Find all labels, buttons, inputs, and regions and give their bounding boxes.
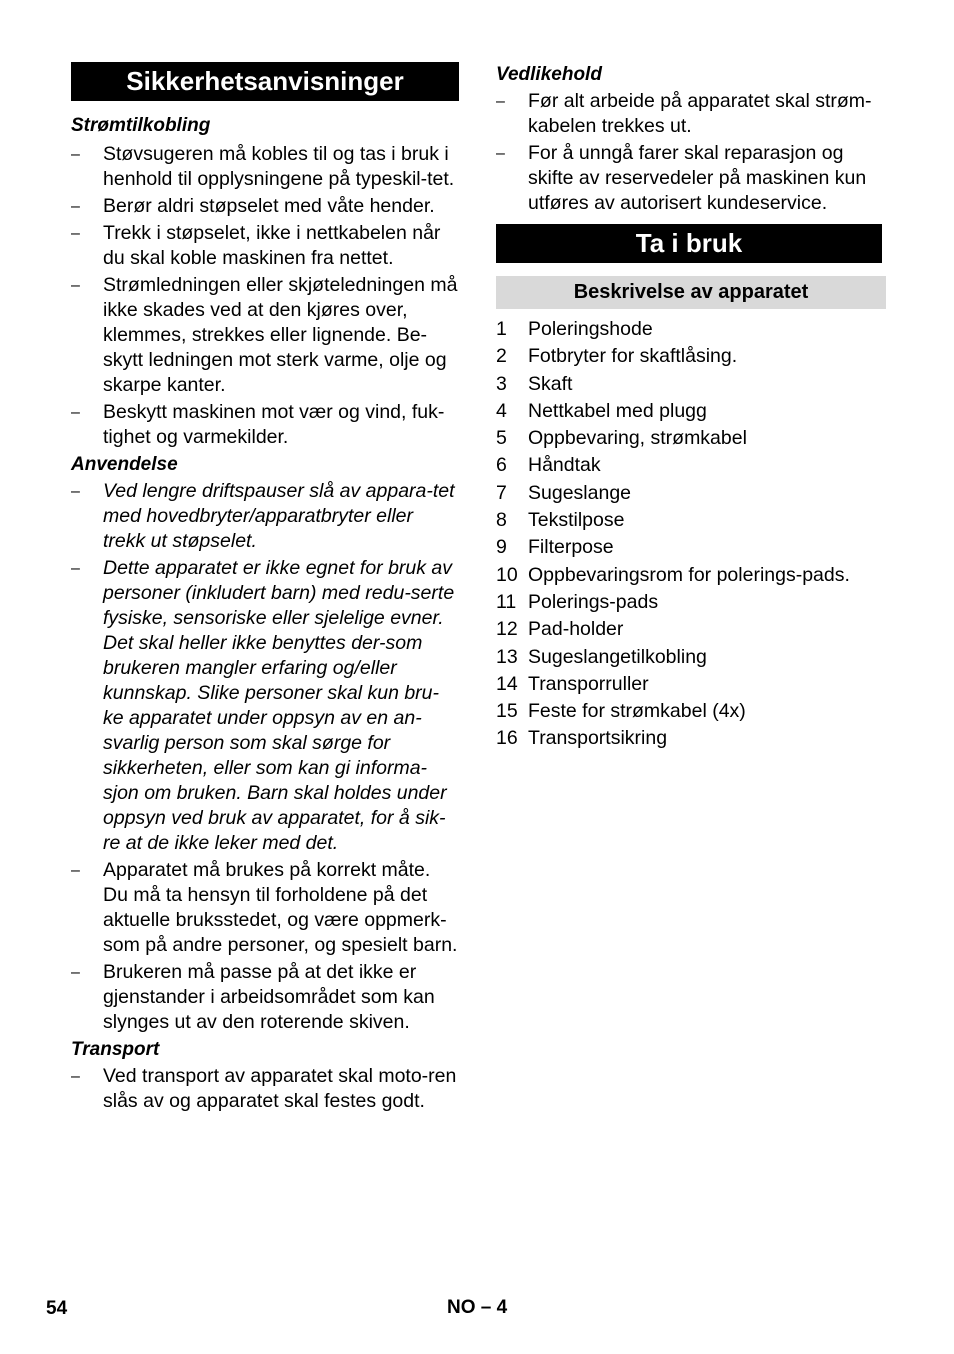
dash-icon: – bbox=[71, 560, 80, 577]
subtitle-device-description: Beskrivelse av apparatet bbox=[496, 276, 886, 309]
subheading-transport: Transport bbox=[71, 1039, 160, 1060]
section-transport bbox=[71, 1037, 459, 1114]
list-item: 11 Polerings-pads bbox=[496, 590, 659, 613]
list-power-connection bbox=[71, 142, 459, 450]
section-title-safety: Sikkerhetsanvisninger bbox=[71, 62, 459, 101]
list-item: – Berør aldri støpselet med våte hender. bbox=[71, 195, 435, 217]
section-title-start-up: Ta i bruk bbox=[496, 224, 882, 263]
list-item: 13 Sugeslangetilkobling bbox=[496, 645, 707, 668]
list-transport bbox=[71, 1064, 459, 1114]
dash-icon: – bbox=[71, 1068, 80, 1085]
dash-icon: – bbox=[71, 146, 80, 163]
dash-icon: – bbox=[496, 93, 505, 110]
list-item: – Strømledningen eller skjøteledningen må ikke skades ved at den kjøres over, klemmes, strekkes eller lignende. Be-skytt ledningen mot sterk varme, olje og skarpe kanter. bbox=[71, 274, 458, 396]
list-item: – Apparatet må brukes på korrekt måte. Du må ta hensyn til forholdene på det aktuelle bruksstedet, og være oppmerk-som på andre personer, og spesielt barn. bbox=[71, 859, 458, 956]
list-item: – Støvsugeren må kobles til og tas i bruk i henhold til opplysningene på typeskil-tet. bbox=[71, 143, 455, 190]
language-page-label: NO – 4 bbox=[447, 1297, 508, 1318]
dash-icon: – bbox=[71, 198, 80, 215]
list-item: 10 Oppbevaringsrom for polerings-pads. bbox=[496, 563, 850, 586]
right-column bbox=[496, 62, 886, 754]
list-item: – For å unngå farer skal reparasjon og skifte av reservedeler på maskinen kun utføres av autorisert kundeservice. bbox=[496, 142, 867, 214]
list-item: – Dette apparatet er ikke egnet for bruk av personer (inkludert barn) med redu-serte fysiske, sensoriske eller sjelelige evner. Det skal heller ikke benyttes der-som brukeren mangler erfaring og/eller kunnskap. Slike personer skal kun bru-ke apparatet under oppsyn av en an-svarlig person som skal sørge for sikkerheten, eller som kan gi informa-sjon om bruken. Barn skal holdes under oppsyn ved bruk av apparatet, for å sik-re at de ikke leker med det. bbox=[71, 557, 455, 854]
page-number: 54 bbox=[46, 1298, 68, 1319]
list-item: – Ved transport av apparatet skal moto-ren slås av og apparatet skal festes godt. bbox=[71, 1065, 457, 1112]
dash-icon: – bbox=[71, 277, 80, 294]
list-item: – Trekk i støpselet, ikke i nettkabelen når du skal koble maskinen fra nettet. bbox=[71, 222, 441, 269]
list-item: 12 Pad-holder bbox=[496, 618, 624, 641]
list-item: – Ved lengre driftspauser slå av appara-tet med hovedbryter/apparatbryter eller trekk ut støpselet. bbox=[71, 480, 455, 552]
subheading-usage: Anvendelse bbox=[71, 454, 178, 475]
list-usage-continued bbox=[71, 858, 459, 1035]
list-item: – Beskytt maskinen mot vær og vind, fuk-tighet og varmekilder. bbox=[71, 401, 445, 448]
dash-icon: – bbox=[71, 862, 80, 879]
dash-icon: – bbox=[71, 964, 80, 981]
list-item: 8 Tekstilpose bbox=[496, 509, 625, 532]
list-item: 9 Filterpose bbox=[496, 536, 614, 559]
left-column bbox=[71, 62, 459, 1116]
section-usage bbox=[71, 452, 459, 1035]
list-item: 2 Fotbryter for skaftlåsing. bbox=[496, 345, 738, 368]
list-item: 6 Håndtak bbox=[496, 454, 601, 477]
list-usage bbox=[71, 479, 459, 856]
list-item: 16 Transportsikring bbox=[496, 727, 668, 750]
list-item: 15 Feste for strømkabel (4x) bbox=[496, 700, 746, 723]
dash-icon: – bbox=[71, 225, 80, 242]
parts-list bbox=[496, 317, 886, 754]
subheading-maintenance: Vedlikehold bbox=[496, 64, 602, 85]
list-maintenance bbox=[496, 89, 886, 216]
list-item: – Brukeren må passe på at det ikke er gjenstander i arbeidsområdet som kan slynges ut av den roterende skiven. bbox=[71, 961, 435, 1033]
section-power-connection bbox=[71, 113, 459, 450]
dash-icon: – bbox=[71, 404, 80, 421]
subheading-power-connection: Strømtilkobling bbox=[71, 115, 211, 136]
list-item: 14 Transporruller bbox=[496, 672, 649, 695]
list-item: 3 Skaft bbox=[496, 372, 573, 395]
dash-icon: – bbox=[496, 145, 505, 162]
list-item: 4 Nettkabel med plugg bbox=[496, 399, 707, 422]
list-item: 5 Oppbevaring, strømkabel bbox=[496, 427, 747, 450]
list-item: 7 Sugeslange bbox=[496, 481, 632, 504]
section-maintenance bbox=[496, 62, 886, 216]
dash-icon: – bbox=[71, 483, 80, 500]
list-item: 1 Poleringshode bbox=[496, 318, 653, 340]
list-item: – Før alt arbeide på apparatet skal strøm-kabelen trekkes ut. bbox=[496, 90, 872, 137]
